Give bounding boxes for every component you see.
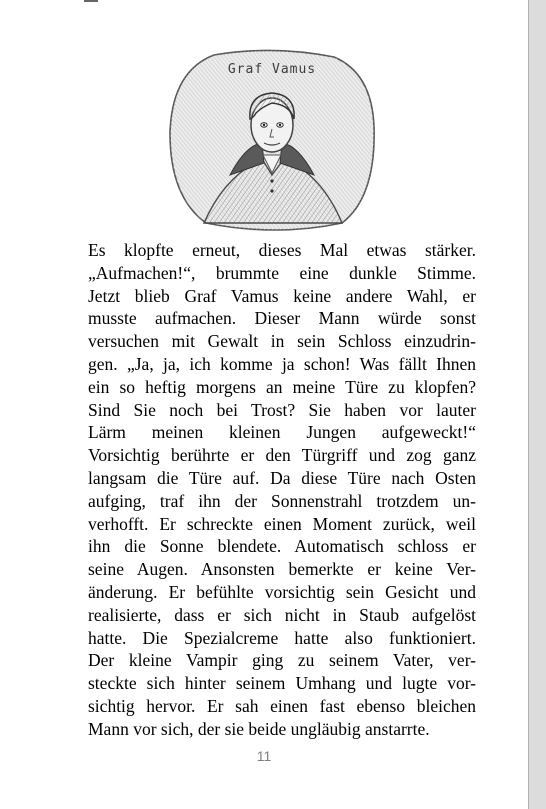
text-line: langsam die Türe auf. Da diese Türe nach Osten: [88, 467, 476, 488]
text-line: versuchen mit Gewalt in sein Schloss einzudrin-: [88, 331, 476, 352]
text-line: sichtig hervor. Er sah einen fast ebenso bleichen: [88, 695, 476, 716]
text-line: änderung. Er befühlte vorsichtig sein Gesicht und: [88, 581, 476, 602]
story-text: [88, 239, 476, 741]
text-line: Es klopfte erneut, dieses Mal etwas stärker.: [88, 240, 476, 260]
page-top-mark: [84, 0, 98, 2]
page-edge-shadow: [528, 0, 546, 809]
text-line: hatte. Die Spezialcreme hatte also funktioniert.: [88, 627, 476, 648]
page-number: 11: [256, 748, 272, 764]
text-line: verhofft. Er schreckte einen Moment zurück, weil: [88, 513, 476, 534]
text-line: aufging, traf ihn der Sonnenstrahl trotzdem un-: [88, 490, 476, 511]
text-line: ein so heftig morgens an meine Türe zu klopfen?: [88, 376, 476, 397]
text-line: steckte sich hinter seinem Umhang und lugte vor-: [88, 673, 476, 694]
text-line: Lärm meinen kleinen Jungen aufgeweckt!“: [88, 422, 476, 443]
illustration-caption: Graf Vamus: [227, 62, 317, 77]
text-line: Mann vor sich, der sie beide ungläubig anstarrte.: [88, 718, 430, 739]
text-line: Vorsichtig berührte er den Türgriff und zog ganz: [88, 445, 476, 466]
text-line: „Aufmachen!“, brummte eine dunkle Stimme.: [88, 262, 476, 283]
text-line: seine Augen. Ansonsten bemerkte er keine Ver-: [88, 559, 476, 580]
text-line: Sind Sie noch bei Trost? Sie haben vor lauter: [88, 399, 476, 420]
text-line: realisierte, dass er sich nicht in Staub aufgelöst: [88, 604, 476, 625]
text-line: Der kleine Vampir ging zu seinem Vater, ver-: [88, 650, 476, 671]
text-line: musste aufmachen. Dieser Mann würde sonst: [88, 308, 476, 329]
text-line: gen. „Ja, ja, ich komme ja schon! Was fällt Ihnen: [88, 353, 476, 374]
text-line: Jetzt blieb Graf Vamus keine andere Wahl, er: [88, 285, 476, 306]
text-line: ihn die Sonne blendete. Automatisch schloss er: [88, 536, 476, 557]
pencil-illustration-graf-vamus: [166, 47, 378, 233]
